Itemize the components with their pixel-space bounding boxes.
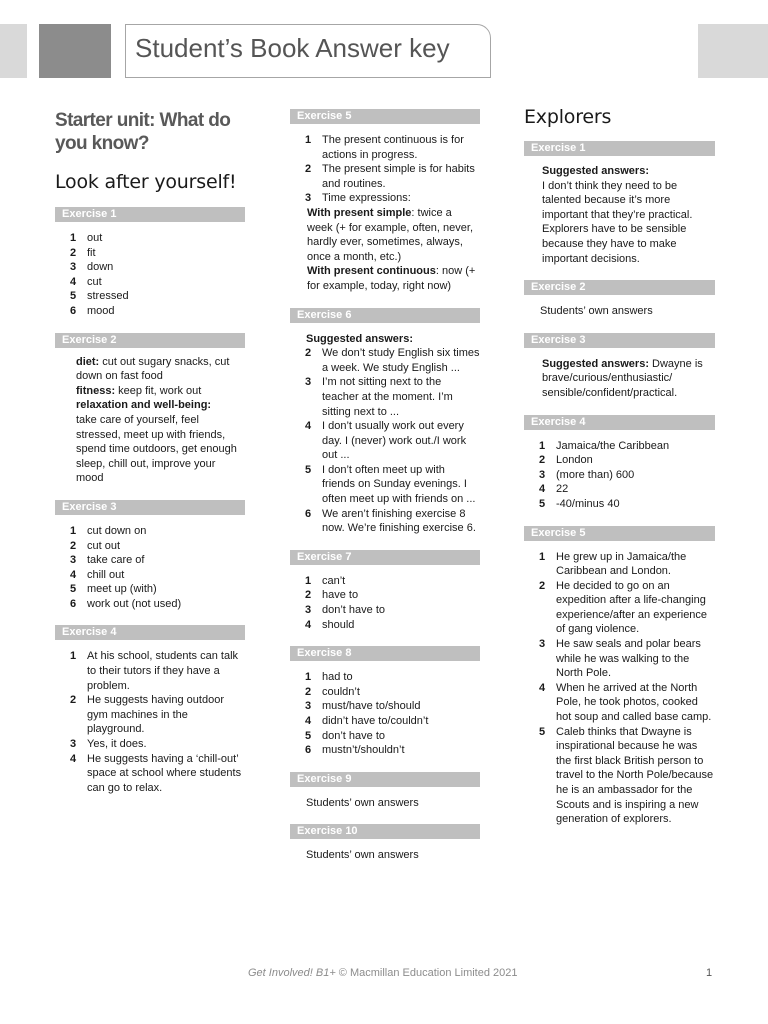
- item-number: 1: [305, 134, 312, 146]
- exercise-8-header: Exercise 8: [290, 646, 480, 661]
- item-text: chill out: [87, 568, 125, 581]
- answer-item: [70, 693, 245, 737]
- item-number: 4: [70, 752, 77, 765]
- item-text: The present simple is for habits and routines.: [322, 163, 475, 190]
- item-text: don’t have to: [322, 604, 385, 617]
- item-text: We aren’t finishing exercise 8 now. We’re finishing exercise 6.: [322, 507, 476, 535]
- item-number: 1: [70, 232, 77, 244]
- item-text: 22: [556, 483, 569, 496]
- suggested-answers-label: Suggested answers:: [542, 165, 649, 177]
- item-text: can’t: [322, 574, 346, 587]
- item-text: mood: [87, 304, 115, 317]
- exercise-4-header: Exercise 4: [55, 625, 245, 640]
- exercise-2-answer: [76, 355, 245, 486]
- item-number: 4: [539, 483, 546, 496]
- answer-item: [305, 133, 480, 162]
- exercise-7-header: Exercise 7: [290, 550, 480, 565]
- answer-item: [539, 725, 715, 827]
- item-text: couldn’t: [322, 685, 360, 698]
- answer-item: [305, 507, 480, 536]
- right-exercise-1-header: Exercise 1: [524, 141, 715, 156]
- item-text: He suggests having a ‘chill-out’ space at school where students can go to relax.: [87, 752, 242, 794]
- item-number: 2: [539, 454, 546, 467]
- footer-book-title: Get Involved! B1+: [248, 967, 336, 979]
- answer-item: [539, 579, 715, 637]
- answer-item: [305, 419, 480, 463]
- answer-item: [305, 162, 480, 191]
- item-number: 6: [70, 597, 77, 610]
- answer-item: [539, 439, 715, 454]
- section-title: Explorers: [524, 106, 612, 128]
- item-text: I don’t usually work out every day. I (never) work out./I work out ...: [322, 420, 467, 462]
- answer-item: [305, 191, 480, 206]
- exercise-5-list: [305, 133, 480, 206]
- item-text: must/have to/should: [322, 700, 421, 713]
- footer: [248, 967, 518, 979]
- answer-item: [70, 304, 245, 319]
- item-number: 4: [539, 681, 546, 694]
- answer-item: [70, 737, 245, 752]
- item-number: 2: [539, 579, 546, 592]
- item-text: He grew up in Jamaica/the Caribbean and London.: [556, 550, 687, 578]
- item-number: 5: [305, 463, 312, 476]
- item-number: 5: [70, 583, 77, 596]
- item-number: 4: [305, 420, 312, 433]
- answer-item: [305, 618, 480, 633]
- item-text: He decided to go on an expedition after a life-changing experience/after an experience of gang violence.: [556, 579, 708, 636]
- relax-text: take care of yourself, feel stressed, meet up with friends, spend time outdoors, get enough sleep, chill out, improve your mood: [76, 413, 237, 485]
- answer-item: [305, 588, 480, 603]
- item-text: out: [87, 232, 103, 244]
- right-exercise-2-answer: Students’ own answers: [540, 305, 653, 318]
- item-text: meet up (with): [87, 583, 157, 596]
- answer-item: [539, 453, 715, 468]
- answer-item: [539, 637, 715, 681]
- right-exercise-3-text: Dwayne is brave/curious/enthusiastic/ sensible/confident/practical.: [542, 357, 703, 399]
- exercise-4-list: [70, 649, 245, 795]
- item-number: 2: [305, 163, 312, 176]
- right-exercise-3-answer: [542, 357, 715, 401]
- item-number: 4: [70, 568, 77, 581]
- answer-item: [305, 463, 480, 507]
- item-number: 3: [305, 700, 312, 713]
- item-text: take care of: [87, 554, 145, 567]
- answer-item: [305, 670, 480, 685]
- answer-item: [70, 582, 245, 597]
- footer-copyright: © Macmillan Education Limited 2021: [335, 967, 518, 979]
- unit-subtitle: Look after yourself!: [55, 171, 237, 193]
- answer-item: [539, 482, 715, 497]
- item-number: 2: [305, 589, 312, 602]
- exercise-10-header: Exercise 10: [290, 824, 480, 839]
- right-exercise-4-list: [539, 439, 715, 512]
- right-exercise-4-header: Exercise 4: [524, 415, 715, 430]
- exercise-5-header: Exercise 5: [290, 109, 480, 124]
- header-block-dark: [39, 24, 111, 78]
- exercise-9-header: Exercise 9: [290, 772, 480, 787]
- item-text: cut out: [87, 539, 121, 552]
- item-text: have to: [322, 589, 359, 602]
- item-text: I don’t often meet up with friends on Sunday evenings. I often meet up with friends on ...: [322, 463, 476, 506]
- item-number: 5: [70, 290, 77, 303]
- item-text: had to: [322, 671, 353, 684]
- answer-item: [70, 553, 245, 568]
- left-column: [55, 109, 245, 795]
- item-number: 2: [70, 694, 77, 707]
- suggested-answers-label: Suggested answers:: [542, 357, 649, 370]
- item-number: 2: [305, 685, 312, 698]
- right-exercise-2-header: Exercise 2: [524, 280, 715, 295]
- item-number: 3: [70, 738, 77, 751]
- item-text: should: [322, 618, 355, 631]
- item-text: We don’t study English six times a week. We study English ...: [322, 347, 480, 374]
- item-number: 4: [70, 275, 77, 288]
- item-number: 3: [539, 468, 546, 481]
- exercise-2-header: Exercise 2: [55, 333, 245, 348]
- answer-item: [70, 231, 245, 246]
- answer-item: [305, 346, 480, 375]
- item-text: Caleb thinks that Dwayne is inspirational because he was the first black British person to travel to the North Pole/because he is an ambassador for the Scouts and is inspiring a new generation of explorers.: [556, 725, 714, 826]
- answer-item: [305, 743, 480, 758]
- item-number: 2: [70, 539, 77, 552]
- item-number: 3: [539, 638, 546, 651]
- answer-item: [539, 681, 715, 725]
- answer-item: [70, 275, 245, 290]
- answer-item: [70, 260, 245, 275]
- answer-item: [70, 752, 245, 796]
- diet-label: diet:: [76, 355, 100, 368]
- exercise-10-answer: Students’ own answers: [306, 849, 419, 862]
- item-number: 5: [539, 725, 546, 738]
- item-number: 3: [305, 376, 312, 389]
- answer-item: [305, 714, 480, 729]
- item-number: 1: [70, 650, 77, 663]
- item-text: The present continuous is for actions in progress.: [322, 134, 464, 161]
- header-title-box: [125, 24, 491, 78]
- item-text: fit: [87, 246, 96, 259]
- answer-item: [539, 497, 715, 512]
- fitness-text: keep fit, work out: [115, 384, 202, 397]
- item-number: 1: [539, 550, 546, 563]
- item-number: 5: [305, 729, 312, 742]
- right-exercise-1-text: I don’t think they need to be talented because it’s more important that they’re practical. Explorers have to be sensible because they have to make important decisions.: [542, 179, 693, 265]
- present-simple-label: With present simple: [307, 206, 412, 219]
- item-text: He suggests having outdoor gym machines in the playground.: [87, 694, 224, 736]
- item-number: 1: [539, 439, 546, 452]
- answer-item: [539, 550, 715, 579]
- item-number: 2: [70, 246, 77, 259]
- exercise-7-list: [305, 574, 480, 632]
- item-text: (more than) 600: [556, 468, 635, 481]
- item-number: 1: [70, 524, 77, 537]
- middle-column: [290, 109, 480, 863]
- item-text: cut: [87, 275, 102, 288]
- answer-item: [70, 289, 245, 304]
- answer-item: [539, 468, 715, 483]
- answer-item: [305, 375, 480, 419]
- right-exercise-5-list: [539, 550, 715, 827]
- present-continuous-label: With present continuous: [307, 265, 436, 278]
- item-number: 3: [305, 604, 312, 617]
- item-number: 4: [305, 618, 312, 631]
- page-title: Student’s Book Answer key: [135, 33, 450, 63]
- item-number: 6: [70, 304, 77, 317]
- relax-label: relaxation and well-being:: [76, 399, 212, 412]
- item-text: Yes, it does.: [87, 738, 147, 751]
- header-block-right: [698, 24, 768, 78]
- exercise-5-time-expressions: [307, 206, 480, 294]
- item-number: 4: [305, 715, 312, 727]
- item-number: 1: [305, 574, 312, 587]
- exercise-6-list: [305, 346, 480, 536]
- exercise-9-answer: Students’ own answers: [306, 796, 419, 809]
- right-exercise-3-header: Exercise 3: [524, 333, 715, 348]
- item-text: London: [556, 454, 593, 467]
- exercise-3-list: [70, 524, 245, 612]
- exercise-6-suggested: [306, 332, 480, 347]
- item-text: cut down on: [87, 524, 147, 537]
- answer-item: [305, 699, 480, 714]
- answer-item: [70, 649, 245, 693]
- header-block-left: [0, 24, 27, 78]
- item-number: 6: [305, 507, 312, 520]
- item-number: 1: [305, 671, 312, 684]
- item-text: Jamaica/the Caribbean: [556, 439, 670, 452]
- item-text: He saw seals and polar bears while he was walking to the North Pole.: [556, 638, 701, 680]
- item-number: 6: [305, 744, 312, 757]
- item-text: When he arrived at the North Pole, he took photos, cooked hot soup and called base camp.: [556, 681, 712, 724]
- answer-item: [70, 597, 245, 612]
- item-text: stressed: [87, 290, 129, 303]
- exercise-1-header: Exercise 1: [55, 207, 245, 222]
- item-text: don’t have to: [322, 729, 385, 742]
- unit-title: Starter unit: What do you know?: [55, 110, 231, 154]
- item-text: didn’t have to/couldn’t: [322, 715, 429, 727]
- item-text: down: [87, 261, 114, 274]
- right-exercise-1-answer: [542, 164, 715, 266]
- exercise-8-list: [305, 670, 480, 758]
- diet-text: cut out sugary snacks, cut down on fast food: [76, 355, 230, 383]
- suggested-answers-label: Suggested answers:: [306, 332, 413, 345]
- exercise-6-header: Exercise 6: [290, 308, 480, 323]
- item-number: 5: [539, 497, 546, 510]
- item-number: 2: [305, 347, 312, 360]
- answer-item: [305, 574, 480, 589]
- item-text: -40/minus 40: [556, 497, 620, 510]
- exercise-1-list: [70, 231, 245, 319]
- present-simple-text: : twice a week (+ for example, often, never, hardly ever, sometimes, always, once a month, etc.): [307, 206, 474, 263]
- answer-item: [70, 524, 245, 539]
- exercise-3-header: Exercise 3: [55, 500, 245, 515]
- item-number: 3: [70, 554, 77, 567]
- item-number: 3: [70, 261, 77, 274]
- item-number: 3: [305, 192, 312, 205]
- present-continuous-text: : now (+ for example, today, right now): [307, 265, 476, 292]
- answer-item: [70, 568, 245, 583]
- answer-item: [305, 603, 480, 618]
- item-text: mustn’t/shouldn’t: [322, 744, 405, 757]
- item-text: At his school, students can talk to their tutors if they have a problem.: [87, 650, 239, 692]
- item-text: I’m not sitting next to the teacher at the moment. I’m sitting next to ...: [322, 376, 453, 418]
- page-number: 1: [706, 967, 713, 979]
- fitness-label: fitness:: [76, 384, 116, 397]
- answer-item: [305, 685, 480, 700]
- item-text: Time expressions:: [322, 192, 411, 205]
- item-text: work out (not used): [87, 597, 182, 610]
- right-exercise-5-header: Exercise 5: [524, 526, 715, 541]
- answer-item: [70, 246, 245, 261]
- right-column: [524, 106, 715, 827]
- answer-item: [305, 729, 480, 744]
- answer-item: [70, 539, 245, 554]
